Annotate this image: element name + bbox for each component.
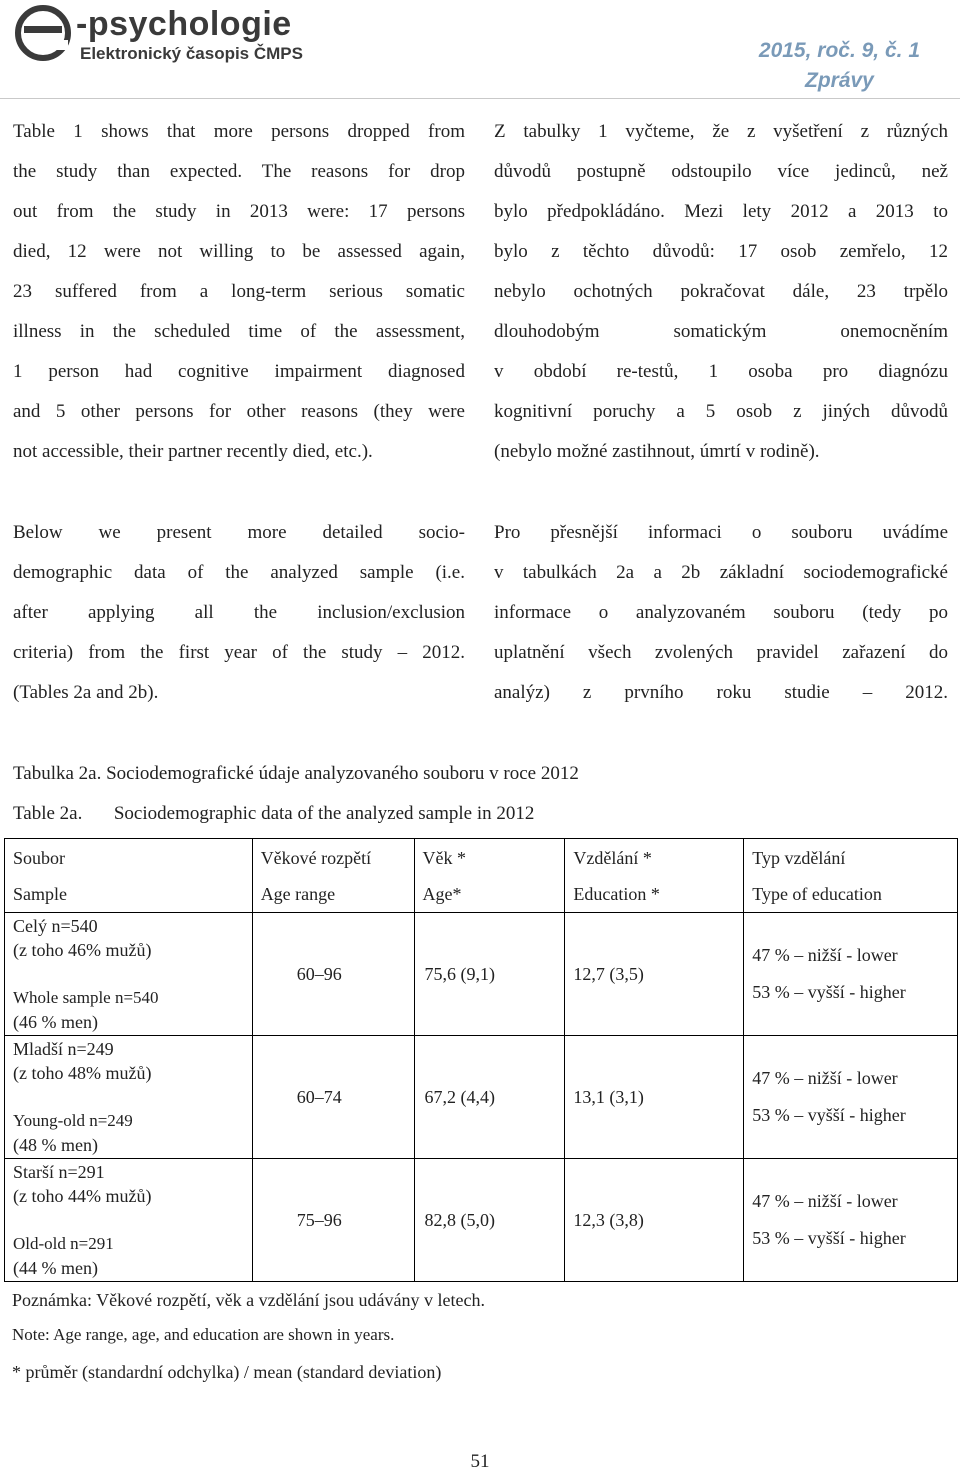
header-sample <box>5 839 253 913</box>
table-note-cz: Poznámka: Věkové rozpětí, věk a vzdělání jsou udávány v letech. <box>12 1290 486 1310</box>
issue-info <box>759 36 920 96</box>
text-line: 23 suffered from a long-term serious somatic <box>13 281 465 302</box>
sample-name-en: Young-old n=249 <box>13 1111 133 1130</box>
age-range-cell: 75–96 <box>252 1159 414 1282</box>
table-caption-cz: Tabulka 2a. Sociodemografické údaje analyzovaného souboru v roce 2012 <box>13 763 579 784</box>
table-note-en: Note: Age range, age, and education are shown in years. <box>12 1325 395 1344</box>
text-line: criteria) from the first year of the study – 2012. <box>13 642 465 663</box>
text-line: bylo z těchto důvodů: 17 osob zemřelo, 12 <box>494 241 948 262</box>
text-line: dlouhodobým somatickým onemocněním <box>494 321 948 342</box>
text-line: demographic data of the analyzed sample (i.e. <box>13 562 465 583</box>
text-line: uplatnění všech zvolených pravidel zařazení do <box>494 642 948 663</box>
education-type-cell <box>744 1036 958 1159</box>
table-caption-en-label: Table 2a. <box>13 803 83 824</box>
table-caption-en <box>13 802 534 826</box>
sample-name-cz: Starší n=291 <box>13 1162 105 1182</box>
age-cell: 82,8 (5,0) <box>414 1159 565 1282</box>
text-line: informace o analyzovaném souboru (tedy po <box>494 602 948 623</box>
logo-subtitle: Elektronický časopis ČMPS <box>80 44 303 63</box>
header-label-cz: Vzdělání * <box>573 847 652 868</box>
header-education <box>565 839 744 913</box>
education-cell: 12,3 (3,8) <box>565 1159 744 1282</box>
age-range-cell: 60–74 <box>252 1036 414 1159</box>
text-line: (Tables 2a and 2b). <box>13 682 159 703</box>
header-label-cz: Typ vzdělání <box>752 847 846 868</box>
header-label-en: Age* <box>422 883 462 904</box>
section-name: Zprávy <box>805 69 874 92</box>
header-label-en: Education * <box>573 883 660 904</box>
text-line: bylo předpokládáno. Mezi lety 2012 a 2013 to <box>494 201 948 222</box>
header-label-cz: Soubor <box>13 847 66 868</box>
text-line: důvodů postupně odstoupilo více jedinců, než <box>494 161 948 182</box>
table-caption-en-text: Sociodemographic data of the analyzed sample in 2012 <box>113 803 535 824</box>
education-cell: 13,1 (3,1) <box>565 1036 744 1159</box>
age-cell: 75,6 (9,1) <box>414 913 565 1036</box>
table-row <box>5 1159 958 1282</box>
sample-men-en: (48 % men) <box>13 1135 98 1155</box>
text-line: the study than expected. The reasons for drop <box>13 161 465 182</box>
sample-men-cz: (z toho 46% mužů) <box>13 940 152 960</box>
header-divider <box>0 98 960 99</box>
text-line: nebylo ochotných pokračovat dále, 23 trpělo <box>494 281 948 302</box>
text-line: (nebylo možné zastihnout, úmrtí v rodině). <box>494 441 820 462</box>
education-type-cell <box>744 1159 958 1282</box>
header-label-cz: Věkové rozpětí <box>260 847 372 868</box>
text-line: 1 person had cognitive impairment diagnosed <box>13 361 465 382</box>
text-line: v tabulkách 2a a 2b základní sociodemografické <box>494 562 948 583</box>
age-cell: 67,2 (4,4) <box>414 1036 565 1159</box>
logo-title: -psychologie <box>76 5 292 43</box>
issue-number: 2015, roč. 9, č. 1 <box>758 39 920 62</box>
header-label-en: Sample <box>13 883 67 904</box>
paragraph-1-cz <box>494 112 948 472</box>
journal-logo <box>14 4 374 66</box>
text-line: Table 1 shows that more persons dropped from <box>13 121 465 142</box>
sample-men-cz: (z toho 48% mužů) <box>13 1063 152 1083</box>
sample-men-en: (46 % men) <box>13 1012 98 1032</box>
text-line: Z tabulky 1 vyčteme, že z vyšetření z různých <box>494 121 948 142</box>
table-row <box>5 913 958 1036</box>
text-line: analýz) z prvního roku studie – 2012. <box>494 682 948 703</box>
text-line: after applying all the inclusion/exclusion <box>13 602 465 623</box>
sample-cell <box>5 913 253 1036</box>
education-lower: 47 % – nižší - lower <box>752 1191 898 1211</box>
header-education-type <box>744 839 958 913</box>
mean-note: * průměr (standardní odchylka) / mean (standard deviation) <box>12 1362 442 1382</box>
paragraph-1-en <box>13 112 465 472</box>
sample-men-cz: (z toho 44% mužů) <box>13 1186 152 1206</box>
text-line: Below we present more detailed socio- <box>13 522 465 543</box>
logo-e-icon <box>14 4 72 62</box>
sample-name-cz: Mladší n=249 <box>13 1039 114 1059</box>
education-higher: 53 % – vyšší - higher <box>752 1105 906 1125</box>
header-age <box>414 839 565 913</box>
education-cell: 12,7 (3,5) <box>565 913 744 1036</box>
text-line: died, 12 were not willing to be assessed again, <box>13 241 465 262</box>
header-label-cz: Věk * <box>422 847 467 868</box>
age-range-cell: 60–96 <box>252 913 414 1036</box>
paragraph-2-cz <box>494 513 948 713</box>
text-line: kognitivní poruchy a 5 osob z jiných důvodů <box>494 401 948 422</box>
text-line: not accessible, their partner recently died, etc.). <box>13 441 373 462</box>
paragraph-2-en <box>13 513 465 713</box>
page-number: 51 <box>470 1451 490 1472</box>
sample-name-en: Old-old n=291 <box>13 1234 114 1253</box>
sociodemographic-table <box>4 838 958 1282</box>
header-label-en: Age range <box>260 883 336 904</box>
text-line: Pro přesnější informaci o souboru uvádíme <box>494 522 948 543</box>
sample-name-en: Whole sample n=540 <box>13 988 159 1007</box>
header-age-range <box>252 839 414 913</box>
education-lower: 47 % – nižší - lower <box>752 945 898 965</box>
sample-cell <box>5 1036 253 1159</box>
text-line: illness in the scheduled time of the assessment, <box>13 321 465 342</box>
sample-cell <box>5 1159 253 1282</box>
education-type-cell <box>744 913 958 1036</box>
sample-men-en: (44 % men) <box>13 1258 98 1278</box>
text-line: and 5 other persons for other reasons (they were <box>13 401 465 422</box>
education-higher: 53 % – vyšší - higher <box>752 1228 906 1248</box>
education-lower: 47 % – nižší - lower <box>752 1068 898 1088</box>
education-higher: 53 % – vyšší - higher <box>752 982 906 1002</box>
text-line: out from the study in 2013 were: 17 persons <box>13 201 465 222</box>
header-label-en: Type of education <box>752 883 882 904</box>
text-line: v období re-testů, 1 osoba pro diagnózu <box>494 361 948 382</box>
sample-name-cz: Celý n=540 <box>13 916 98 936</box>
table-header-row <box>5 839 958 913</box>
table-row <box>5 1036 958 1159</box>
